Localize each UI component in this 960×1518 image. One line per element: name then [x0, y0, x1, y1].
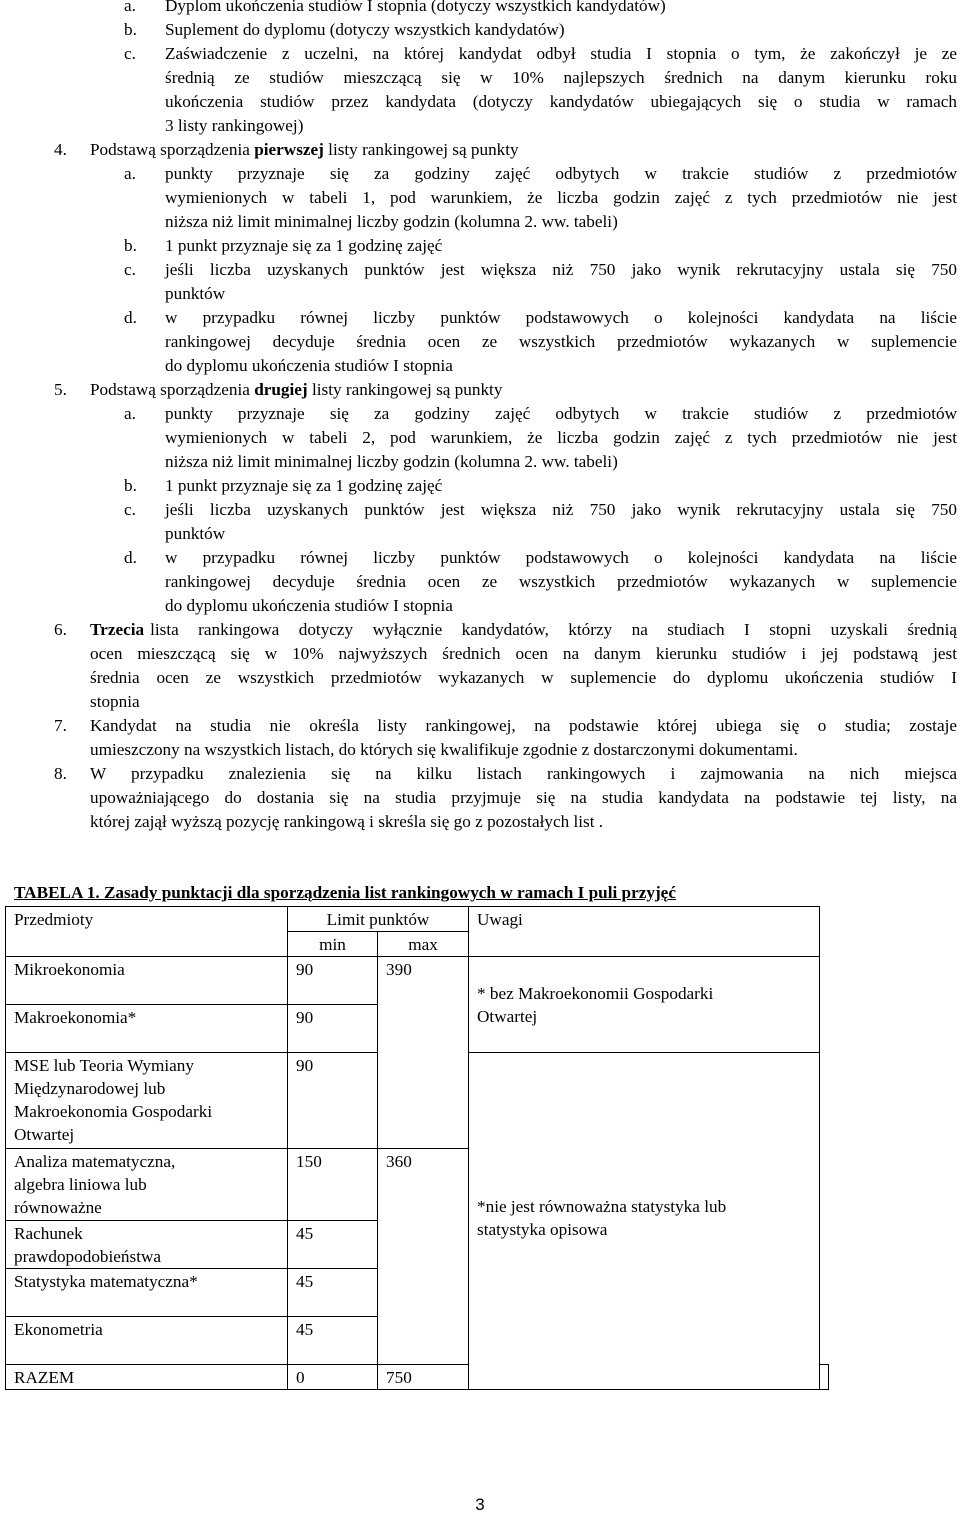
- table-row-min: 0: [288, 1365, 378, 1390]
- header-notes: Uwagi: [469, 907, 820, 957]
- ranking-points-table: [5, 906, 829, 1390]
- rule-text: w przypadku równej liczby punktów podstawowych o kolejności kandydata na liście: [165, 548, 957, 567]
- header-min: min: [288, 932, 378, 957]
- requirement-item: ukończenia studiów przez kandydata (dotyczy kandydatów ubiegających się o studia w ramach: [165, 92, 957, 111]
- rule-text: jeśli liczba uzyskanych punktów jest większa niż 750 jako wynik rekrutacyjny ustala się 750: [165, 260, 957, 279]
- paragraph-line: umieszczony na wszystkich listach, do których się kwalifikuje zgodnie z dostarczonymi dokumentami.: [90, 740, 798, 759]
- table-row-subject: Ekonometria: [6, 1317, 288, 1365]
- paragraph-line: ocen mieszczącą się w 10% najwyższych średnich ocen na danym kierunku studiów i jej podstawą jest: [90, 644, 957, 663]
- table-row-subject: Rachunek prawdopodobieństwa: [6, 1221, 288, 1269]
- list-marker: c.: [124, 500, 136, 519]
- list-marker: c.: [124, 260, 136, 279]
- rule-text: jeśli liczba uzyskanych punktów jest większa niż 750 jako wynik rekrutacyjny ustala się 750: [165, 500, 957, 519]
- paragraph-line: upoważniającego do dostania się na studia przyjmuje się na studia kandydata na podstawie tej listy, na: [90, 788, 957, 807]
- rule-text: punktów: [165, 524, 226, 543]
- requirement-item: średnią ze studiów mieszczącą się w 10% najlepszych średnich na danym kierunku roku: [165, 68, 957, 87]
- section-number: 5.: [54, 380, 67, 399]
- section-number: 7.: [54, 716, 67, 735]
- list-marker: d.: [124, 308, 137, 327]
- rule-text: wymienionych w tabeli 2, pod warunkiem, że liczba godzin zajęć z tych przedmiotów nie jest: [165, 428, 957, 447]
- table-row-note: [820, 1365, 829, 1390]
- paragraph-line: W przypadku znalezienia się na kilku listach rankingowych i zajmowania na nich miejsca: [90, 764, 957, 783]
- rule-text: do dyplomu ukończenia studiów I stopnia: [165, 356, 453, 375]
- paragraph-line: której zajął wyższą pozycję rankingową i skreśla się go z pozostałych list .: [90, 812, 604, 831]
- requirement-item: Dyplom ukończenia studiów I stopnia (dotyczy wszystkich kandydatów): [165, 0, 666, 15]
- table-row-subject: Mikroekonomia: [6, 957, 288, 1005]
- table-row-max: 360: [378, 1149, 469, 1365]
- list-marker: a.: [124, 404, 136, 423]
- header-max: max: [378, 932, 469, 957]
- paragraph-line: Kandydat na studia nie określa listy rankingowej, na podstawie której ubiega się o studia; zostaje: [90, 716, 957, 735]
- requirement-item: Suplement do dyplomu (dotyczy wszystkich kandydatów): [165, 20, 565, 39]
- rule-text: punkty przyznaje się za godziny zajęć odbytych w trakcie studiów z przedmiotów: [165, 404, 957, 423]
- rule-text: rankingowej decyduje średnia ocen ze wszystkich przedmiotów wykazanych w suplemencie: [165, 332, 957, 351]
- list-marker: d.: [124, 548, 137, 567]
- table-row-min: 45: [288, 1221, 378, 1269]
- table-row-subject: Statystyka matematyczna*: [6, 1269, 288, 1317]
- section-number: 6.: [54, 620, 67, 639]
- table-row-min: 90: [288, 957, 378, 1005]
- section-heading: Podstawą sporządzenia drugiej listy rankingowej są punkty: [90, 380, 503, 399]
- paragraph-line: stopnia: [90, 692, 140, 711]
- table-title: TABELA 1. Zasady punktacji dla sporządzenia list rankingowych w ramach I puli przyjęć: [14, 883, 676, 902]
- table-row-min: 90: [288, 1005, 378, 1053]
- note-statystyka: *nie jest równoważna statystyka lub statystyka opisowa: [477, 1197, 727, 1239]
- list-marker: c.: [124, 44, 136, 63]
- table-row-min: 150: [288, 1149, 378, 1221]
- rule-text: niższa niż limit minimalnej liczby godzin (kolumna 2. ww. tabeli): [165, 212, 618, 231]
- requirement-item: Zaświadczenie z uczelni, na której kandydat odbył studia I stopnia o tym, że zakończył je ze: [165, 44, 957, 63]
- table-row-subject: RAZEM: [6, 1365, 288, 1390]
- list-marker: b.: [124, 20, 137, 39]
- rule-text: do dyplomu ukończenia studiów I stopnia: [165, 596, 453, 615]
- section-heading: Podstawą sporządzenia pierwszej listy rankingowej są punkty: [90, 140, 519, 159]
- table-row-subject: MSE lub Teoria Wymiany Międzynarodowej lub Makroekonomia Gospodarki Otwartej: [6, 1053, 288, 1149]
- rule-text: w przypadku równej liczby punktów podstawowych o kolejności kandydata na liście: [165, 308, 957, 327]
- table-row-subject: Analiza matematyczna, algebra liniowa lub równoważne: [6, 1149, 288, 1221]
- rule-text: punkty przyznaje się za godziny zajęć odbytych w trakcie studiów z przedmiotów: [165, 164, 957, 183]
- page-number: 3: [475, 1495, 485, 1514]
- section-number: 8.: [54, 764, 67, 783]
- table-row-min: 90: [288, 1053, 378, 1149]
- rule-text: 1 punkt przyznaje się za 1 godzinę zajęć: [165, 236, 443, 255]
- rule-text: punktów: [165, 284, 226, 303]
- table-row-max: 390: [378, 957, 469, 1149]
- table-row-note: [469, 984, 820, 1390]
- table-row-subject: Makroekonomia*: [6, 1005, 288, 1053]
- table-row-min: 45: [288, 1317, 378, 1365]
- list-marker: b.: [124, 236, 137, 255]
- note-makroekonomia: * bez Makroekonomii Gospodarki Otwartej: [477, 984, 714, 1026]
- rule-text: rankingowej decyduje średnia ocen ze wszystkich przedmiotów wykazanych w suplemencie: [165, 572, 957, 591]
- requirement-item: 3 listy rankingowej): [165, 116, 304, 135]
- rule-text: 1 punkt przyznaje się za 1 godzinę zajęć: [165, 476, 443, 495]
- table-row-max: 750: [378, 1365, 469, 1390]
- paragraph-line: Trzecia lista rankingowa dotyczy wyłącznie kandydatów, którzy na studiach I stopni uzyskali średnią: [90, 620, 957, 639]
- list-marker: b.: [124, 476, 137, 495]
- rule-text: wymienionych w tabeli 1, pod warunkiem, że liczba godzin zajęć z tych przedmiotów nie jest: [165, 188, 957, 207]
- list-marker: a.: [124, 0, 136, 15]
- table-row-min: 45: [288, 1269, 378, 1317]
- list-marker: a.: [124, 164, 136, 183]
- header-limit: Limit punktów: [288, 907, 469, 932]
- paragraph-line: średnia ocen ze wszystkich przedmiotów wykazanych w suplemencie do dyplomu ukończenia studiów I: [90, 668, 957, 687]
- rule-text: niższa niż limit minimalnej liczby godzin (kolumna 2. ww. tabeli): [165, 452, 618, 471]
- header-subject: Przedmioty: [6, 907, 288, 957]
- section-number: 4.: [54, 140, 67, 159]
